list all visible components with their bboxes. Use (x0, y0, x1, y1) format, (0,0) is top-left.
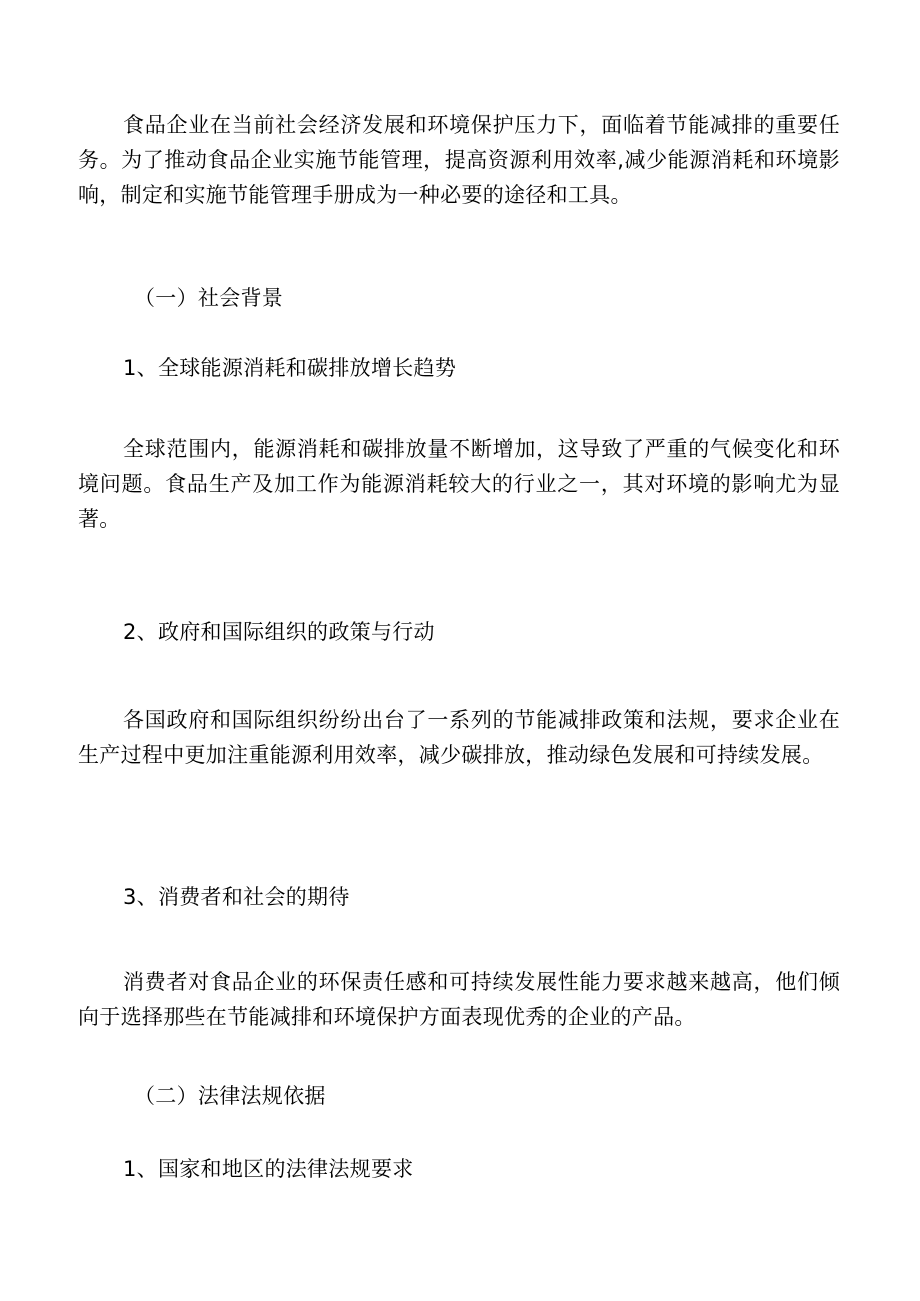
section-heading-legal-basis: （二）法律法规依据 (134, 1084, 326, 1108)
subheading-global-energy-trend: 1、全球能源消耗和碳排放增长趋势 (123, 356, 457, 380)
paragraph-global-energy: 全球范围内，能源消耗和碳排放量不断增加，这导致了严重的气候变化和环境问题。食品生产及加工作为能源消耗较大的行业之一，其对环境的影响尤为显著。 (78, 437, 840, 531)
subheading-national-regulations: 1、国家和地区的法律法规要求 (123, 1157, 414, 1181)
subheading-consumer-expectation: 3、消费者和社会的期待 (123, 885, 350, 909)
paragraph-government-policy: 各国政府和国际组织纷纷出台了一系列的节能减排政策和法规，要求企业在生产过程中更加注重能源利用效率，减少碳排放，推动绿色发展和可持续发展。 (78, 708, 840, 767)
intro-paragraph: 食品企业在当前社会经济发展和环境保护压力下，面临着节能减排的重要任务。为了推动食品企业实施节能管理，提高资源利用效率,减少能源消耗和环境影响，制定和实施节能管理手册成为一种必要的途径和工具。 (78, 113, 840, 207)
subheading-government-policy: 2、政府和国际组织的政策与行动 (123, 620, 435, 644)
paragraph-consumer-expectation: 消费者对食品企业的环保责任感和可持续发展性能力要求越来越高，他们倾向于选择那些在节能减排和环境保护方面表现优秀的企业的产品。 (78, 970, 840, 1029)
section-heading-social-background: （一）社会背景 (134, 286, 284, 310)
